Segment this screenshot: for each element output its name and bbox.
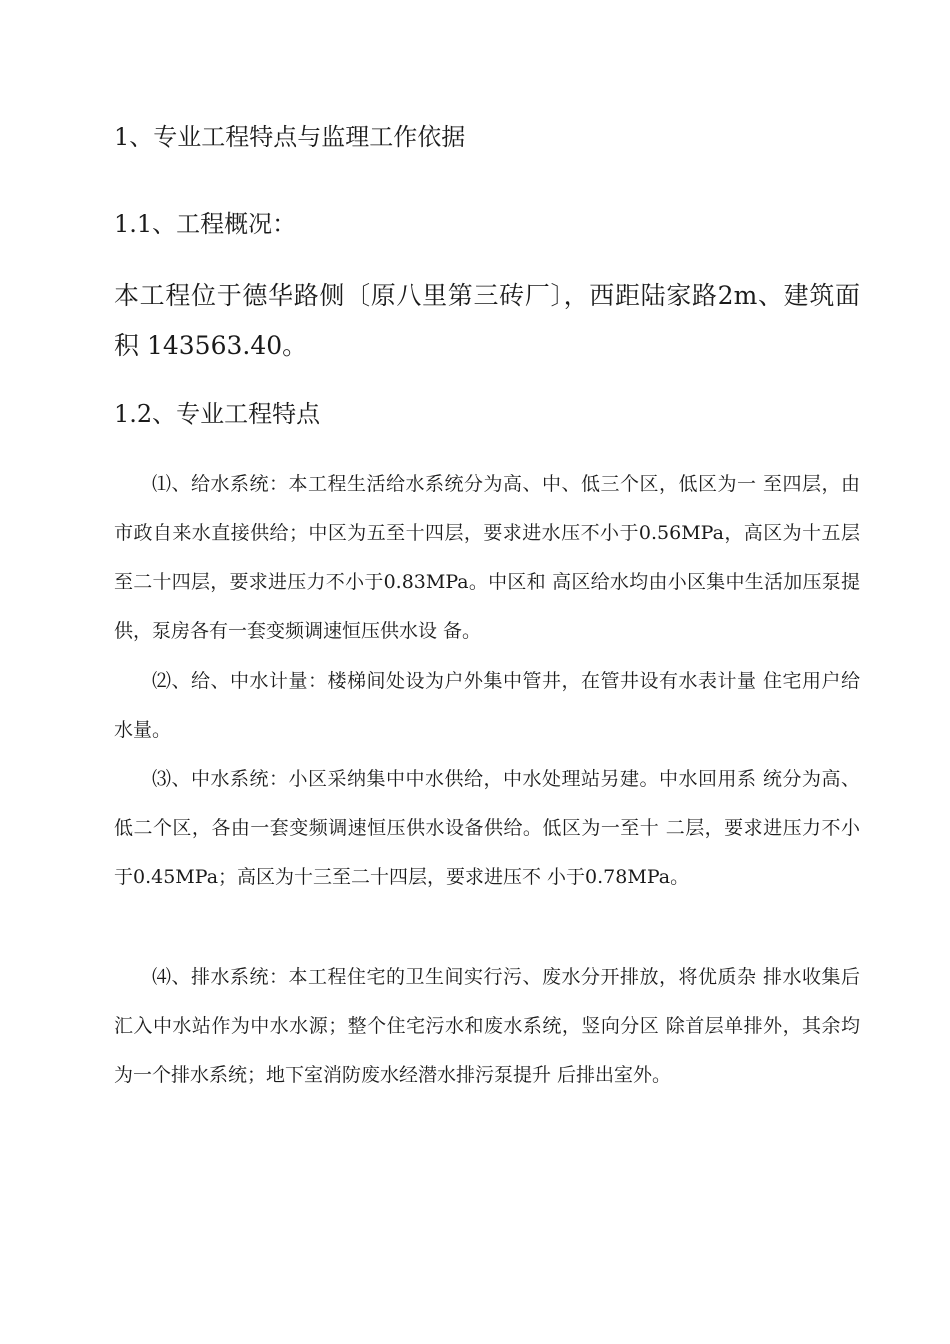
metering-paragraph: ⑵、给、中水计量：楼梯间处设为户外集中管井，在管井设有水表计量 住宅用户给水量。: [114, 670, 860, 741]
water-supply-paragraph: ⑴、给水系统：本工程生活给水系统分为高、中、低三个区，低区为一 至四层，由市政自来水直接供给；中区为五至十四层，要求进水压不小于0.56MPa，高区为十五层至二十四层，要求进压力不小于0.83MPa。中区和 高区给水均由小区集中生活加压泵提供，泵房各有一套变频调速恒压供水设 备。: [114, 473, 860, 642]
drainage-paragraph: ⑷、排水系统：本工程住宅的卫生间实行污、废水分开排放，将优质杂 排水收集后汇入中水站作为中水水源；整个住宅污水和废水系统，竖向分区 除首层单排外，其余均为一个排水系统；地下室消防废水经潜水排污泵提升 后排出室外。: [114, 966, 860, 1086]
project-overview-paragraph: 本工程位于德华路侧〔原八里第三砖厂〕，西距陆家路2m、建筑面积 143563.40。: [114, 281, 860, 360]
reclaimed-water-paragraph: ⑶、中水系统：小区采纳集中中水供给，中水处理站另建。中水回用系 统分为高、低二个区，各由一套变频调速恒压供水设备供给。低区为一至十 二层，要求进压力不小于0.45MPa；高区为十三至二十四层，要求进压不 小于0.78MPa。: [114, 768, 860, 888]
section-heading-1-1: 1.1、工程概况：: [114, 210, 297, 238]
section-heading-1: 1、专业工程特点与监理工作依据: [114, 123, 466, 151]
section-heading-1-2: 1.2、专业工程特点: [114, 400, 321, 428]
